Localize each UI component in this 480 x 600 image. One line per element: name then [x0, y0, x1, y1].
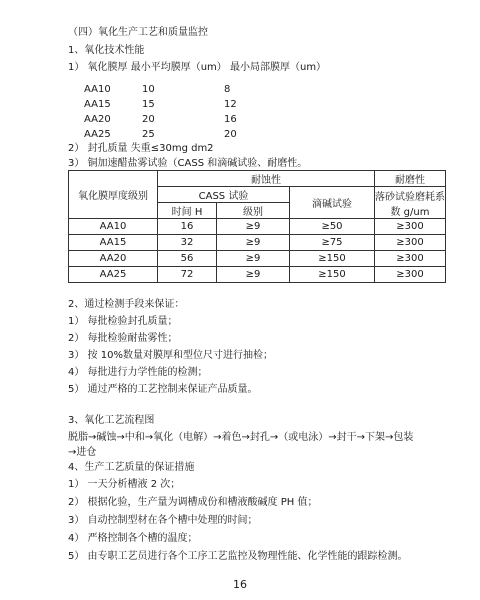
item-cass-test: 3） 铜加速醋盐雾试验（CASS 和滴碱试验、耐磨性。: [68, 158, 308, 169]
heading-quality-measures: 4、生产工艺质量的保证措施: [68, 462, 195, 473]
table-row: AA10 16 ≥9 ≥50 ≥300: [69, 219, 446, 235]
header-film-grade: 氧化膜厚度级别: [69, 171, 158, 219]
table-row: AA20 56 ≥9 ≥150 ≥300: [69, 251, 446, 267]
header-corrosion: 耐蚀性: [158, 171, 375, 187]
table-row: AA25 72 ≥9 ≥150 ≥300: [69, 267, 446, 283]
list-item: 5） 通过严格的工艺控制来保证产品质量。: [68, 384, 258, 395]
header-alkali: 滴碱试验: [290, 187, 375, 219]
list-item: 2） 每批检验耐盐雾性；: [68, 333, 178, 344]
film-thickness-list: [84, 84, 304, 144]
heading-process-flow: 3、氧化工艺流程图: [68, 415, 155, 426]
list-item: 1） 每批检验封孔质量；: [68, 316, 178, 327]
item-film-thickness: 1） 氧化膜厚 最小平均膜厚（um） 最小局部膜厚（um）: [68, 62, 327, 73]
list-item: 4） 每批进行力学性能的检测；: [68, 367, 208, 378]
process-flow-line1: 脱脂→碱蚀→中和→氧化（电解）→着色→封孔→（或电泳）→封干→下架→包装: [68, 432, 414, 443]
list-item: 3） 按 10%数量对膜厚和型位尺寸进行抽检；: [68, 350, 273, 361]
list-item: 4） 严格控制各个槽的温度；: [68, 533, 198, 544]
section-title: （四）氧化生产工艺和质量监控: [68, 27, 208, 38]
list-item: AA25 25 20: [84, 129, 237, 140]
list-item: 5） 由专职工艺员进行各个工序工艺监控及物理性能、化学性能的跟踪检测。: [68, 551, 408, 562]
header-time: 时间 H: [158, 203, 217, 219]
item-seal-quality: 2） 封孔质量 失重≤30mg dm2: [68, 143, 214, 154]
list-item: AA10 10 8: [84, 84, 231, 95]
page-number: 16: [233, 578, 247, 591]
table-row: AA15 32 ≥9 ≥75 ≥300: [69, 235, 446, 251]
header-wear: 耐磨性: [375, 171, 446, 187]
list-item: AA20 20 16: [84, 114, 237, 125]
header-grade: 级别: [217, 203, 290, 219]
performance-table: [68, 170, 446, 283]
process-flow-line2: →进仓: [68, 447, 97, 458]
heading-inspection: 2、通过检测手段来保证：: [68, 299, 185, 310]
heading-oxidation-performance: 1、氧化技术性能: [68, 45, 145, 56]
list-item: AA15 15 12: [84, 99, 237, 110]
list-item: 1） 一天分析槽液 2 次；: [68, 479, 181, 490]
list-item: 2） 根据化验，生产量为调槽成份和槽液酸碱度 PH 值；: [68, 497, 318, 508]
header-cass: CASS 试验: [158, 187, 290, 203]
header-sand-wear: 落砂试验磨耗系数 g/um: [375, 187, 446, 219]
list-item: 3） 自动控制型材在各个槽中处理的时间；: [68, 515, 258, 526]
